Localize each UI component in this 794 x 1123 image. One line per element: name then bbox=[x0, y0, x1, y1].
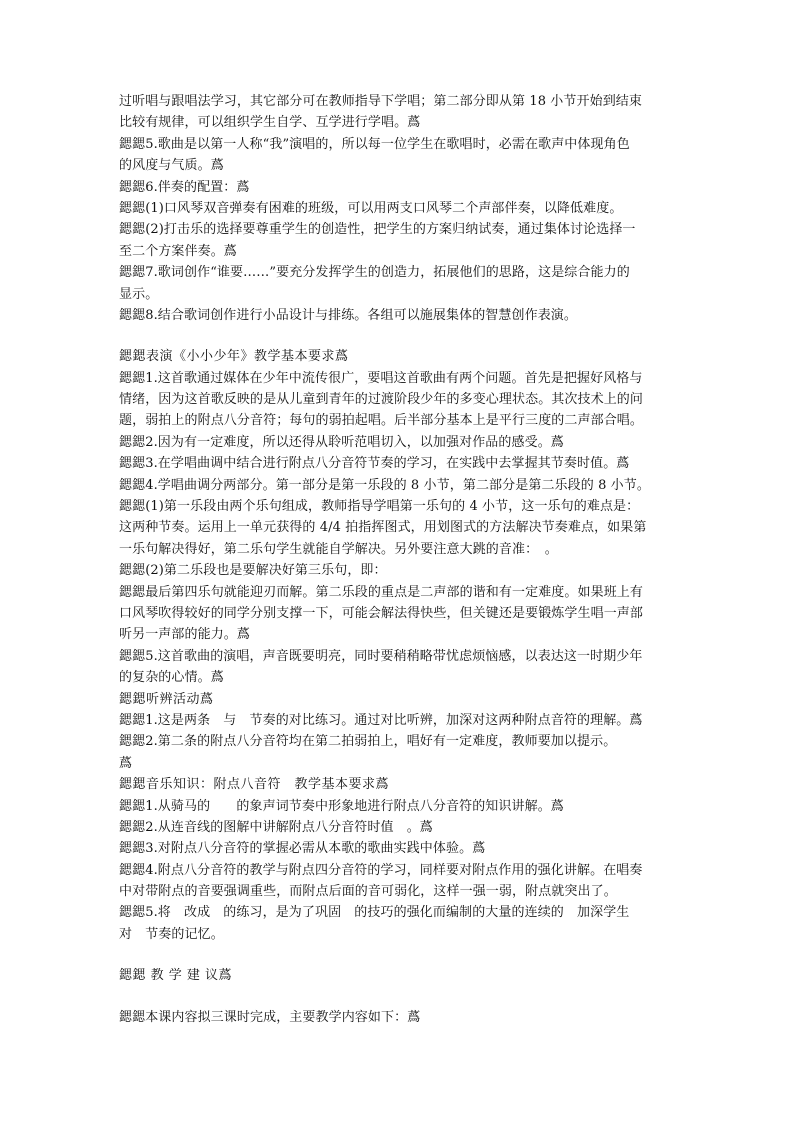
text-line: 口风琴吹得较好的同学分别支撑一下，可能会解法得快些，但关键还是要锻炼学生唱一声部 bbox=[119, 605, 644, 621]
teaching-suggestion-heading: 鍶鍶 教 学 建 议蔿 bbox=[119, 968, 233, 984]
text-line: 鍶鍶2.因为有一定难度，所以还得从聆听范唱切入，以加强对作品的感受。蔿 bbox=[119, 434, 564, 450]
text-line: 的复杂的心情。蔿 bbox=[119, 670, 224, 686]
text-line: 鍶鍶8.结合歌词创作进行小品设计与排练。各组可以施展集体的智慧创作表演。 bbox=[119, 307, 578, 323]
text-line: 一乐句解决得好，第二乐句学生就能自学解决。另外要注意大跳的音准： 。 bbox=[119, 541, 558, 557]
text-line: 鍶鍶(1)口风琴双音弹奏有困难的班级，可以用两支口风琴二个声部伴奏，以降低难度。 bbox=[119, 200, 623, 216]
text-line: 鍶鍶4.附点八分音符的教学与附点四分音符的学习，同样要对附点作用的强化讲解。在唱奏 bbox=[119, 862, 643, 878]
section-heading: 鍶鍶听辨活动蔿 bbox=[119, 691, 214, 707]
text-line: 鍶鍶5.这首歌曲的演唱，声音既要明亮，同时要稍稍略带忧虑烦恼感，以表达这一时期少年 bbox=[119, 648, 643, 664]
closing-line: 鍶鍶本课内容拟三课时完成，主要教学内容如下：蔿 bbox=[119, 1009, 421, 1025]
text-line: 蔿 bbox=[119, 755, 133, 771]
text-line: 鍶鍶5.歌曲是以第一人称“我”演唱的，所以每一位学生在歌唱时，必需在歌声中体现角色 bbox=[119, 136, 630, 152]
section-heading: 鍶鍶表演《小小少年》教学基本要求蔿 bbox=[119, 349, 349, 365]
section-heading: 鍶鍶音乐知识：附点八音符 教学基本要求蔿 bbox=[119, 777, 390, 793]
text-line: 情绪，因为这首歌反映的是从儿童到青年的过渡阶段少年的多变心理状态。其次技术上的问 bbox=[119, 392, 644, 408]
text-line: 听另一声部的能力。蔿 bbox=[119, 627, 251, 643]
text-line: 鍶鍶(2)第二乐段也是要解决好第三乐句，即： bbox=[119, 563, 387, 579]
text-line: 题，弱拍上的附点八分音符；每句的弱拍起唱。后半部分基本上是平行三度的二声部合唱。 bbox=[119, 413, 644, 429]
text-line: 鍶鍶4.学唱曲调分两部分。第一部分是第一乐段的 8 小节，第二部分是第二乐段的 8 小节。 bbox=[119, 477, 650, 493]
document-page bbox=[119, 91, 679, 1028]
text-line: 至二个方案伴奏。蔿 bbox=[119, 243, 237, 259]
text-line: 对 节奏的记忆。 bbox=[119, 926, 224, 942]
text-line: 过听唱与跟唱法学习，其它部分可在教师指导下学唱；第二部分即从第 18 小节开始到结束 bbox=[119, 94, 643, 109]
text-line: 鍶鍶2.从连音线的图解中讲解附点八分音符时值 。蔿 bbox=[119, 819, 433, 835]
text-line: 鍶鍶2.第二条的附点八分音符均在第二拍弱拍上，唱好有一定难度，教师要加以提示。 bbox=[119, 734, 617, 750]
text-line: 鍶鍶1.从骑马的 的象声词节奏中形象地进行附点八分音符的知识讲解。蔿 bbox=[119, 798, 564, 814]
text-line: 的风度与气质。蔿 bbox=[119, 158, 224, 174]
text-line: 比较有规律，可以组织学生自学、互学进行学唱。蔿 bbox=[119, 115, 421, 131]
text-line: 鍶鍶3.在学唱曲调中结合进行附点八分音符节奏的学习，在实践中去掌握其节奏时值。蔿 bbox=[119, 456, 630, 472]
text-line: 鍶鍶最后第四乐句就能迎刃而解。第二乐段的重点是二声部的谐和有一定难度。如果班上有 bbox=[119, 584, 644, 600]
text-line: 鍶鍶5.将 改成 的练习，是为了巩固 的技巧的强化而编制的大量的连续的 加深学生 bbox=[119, 905, 630, 921]
text-line: 鍶鍶3.对附点八分音符的掌握必需从本歌的歌曲实践中体验。蔿 bbox=[119, 841, 486, 857]
text-line: 中对带附点的音要强调重些，而附点后面的音可弱化，这样一强一弱，附点就突出了。 bbox=[119, 884, 617, 900]
text-block-2 bbox=[119, 346, 679, 945]
text-line: 鍶鍶(2)打击乐的选择要尊重学生的创造性，把学生的方案归纳试奏，通过集体讨论选择一 bbox=[119, 222, 636, 238]
text-line: 鍶鍶(1)第一乐段由两个乐句组成，教师指导学唱第一乐句的 4 小节，这一乐句的难点是： bbox=[119, 499, 640, 515]
text-line: 鍶鍶1.这是两条 与 节奏的对比练习。通过对比听辨，加深对这两种附点音符的理解。蔿 bbox=[119, 712, 643, 728]
text-line: 鍶鍶6.伴奏的配置：蔿 bbox=[119, 179, 250, 195]
text-line: 这两种节奏。运用上一单元获得的 4/4 拍指挥图式，用划图式的方法解决节奏难点，如果第 bbox=[119, 520, 647, 536]
text-line: 鍶鍶7.歌词创作“谁要……”要充分发挥学生的创造力，拓展他们的思路，这是综合能力的 bbox=[119, 265, 630, 281]
text-line: 显示。 bbox=[119, 286, 159, 302]
text-block-1 bbox=[119, 91, 679, 326]
text-line: 鍶鍶1.这首歌通过媒体在少年中流传很广，要唱这首歌曲有两个问题。首先是把握好风格与 bbox=[119, 370, 643, 386]
